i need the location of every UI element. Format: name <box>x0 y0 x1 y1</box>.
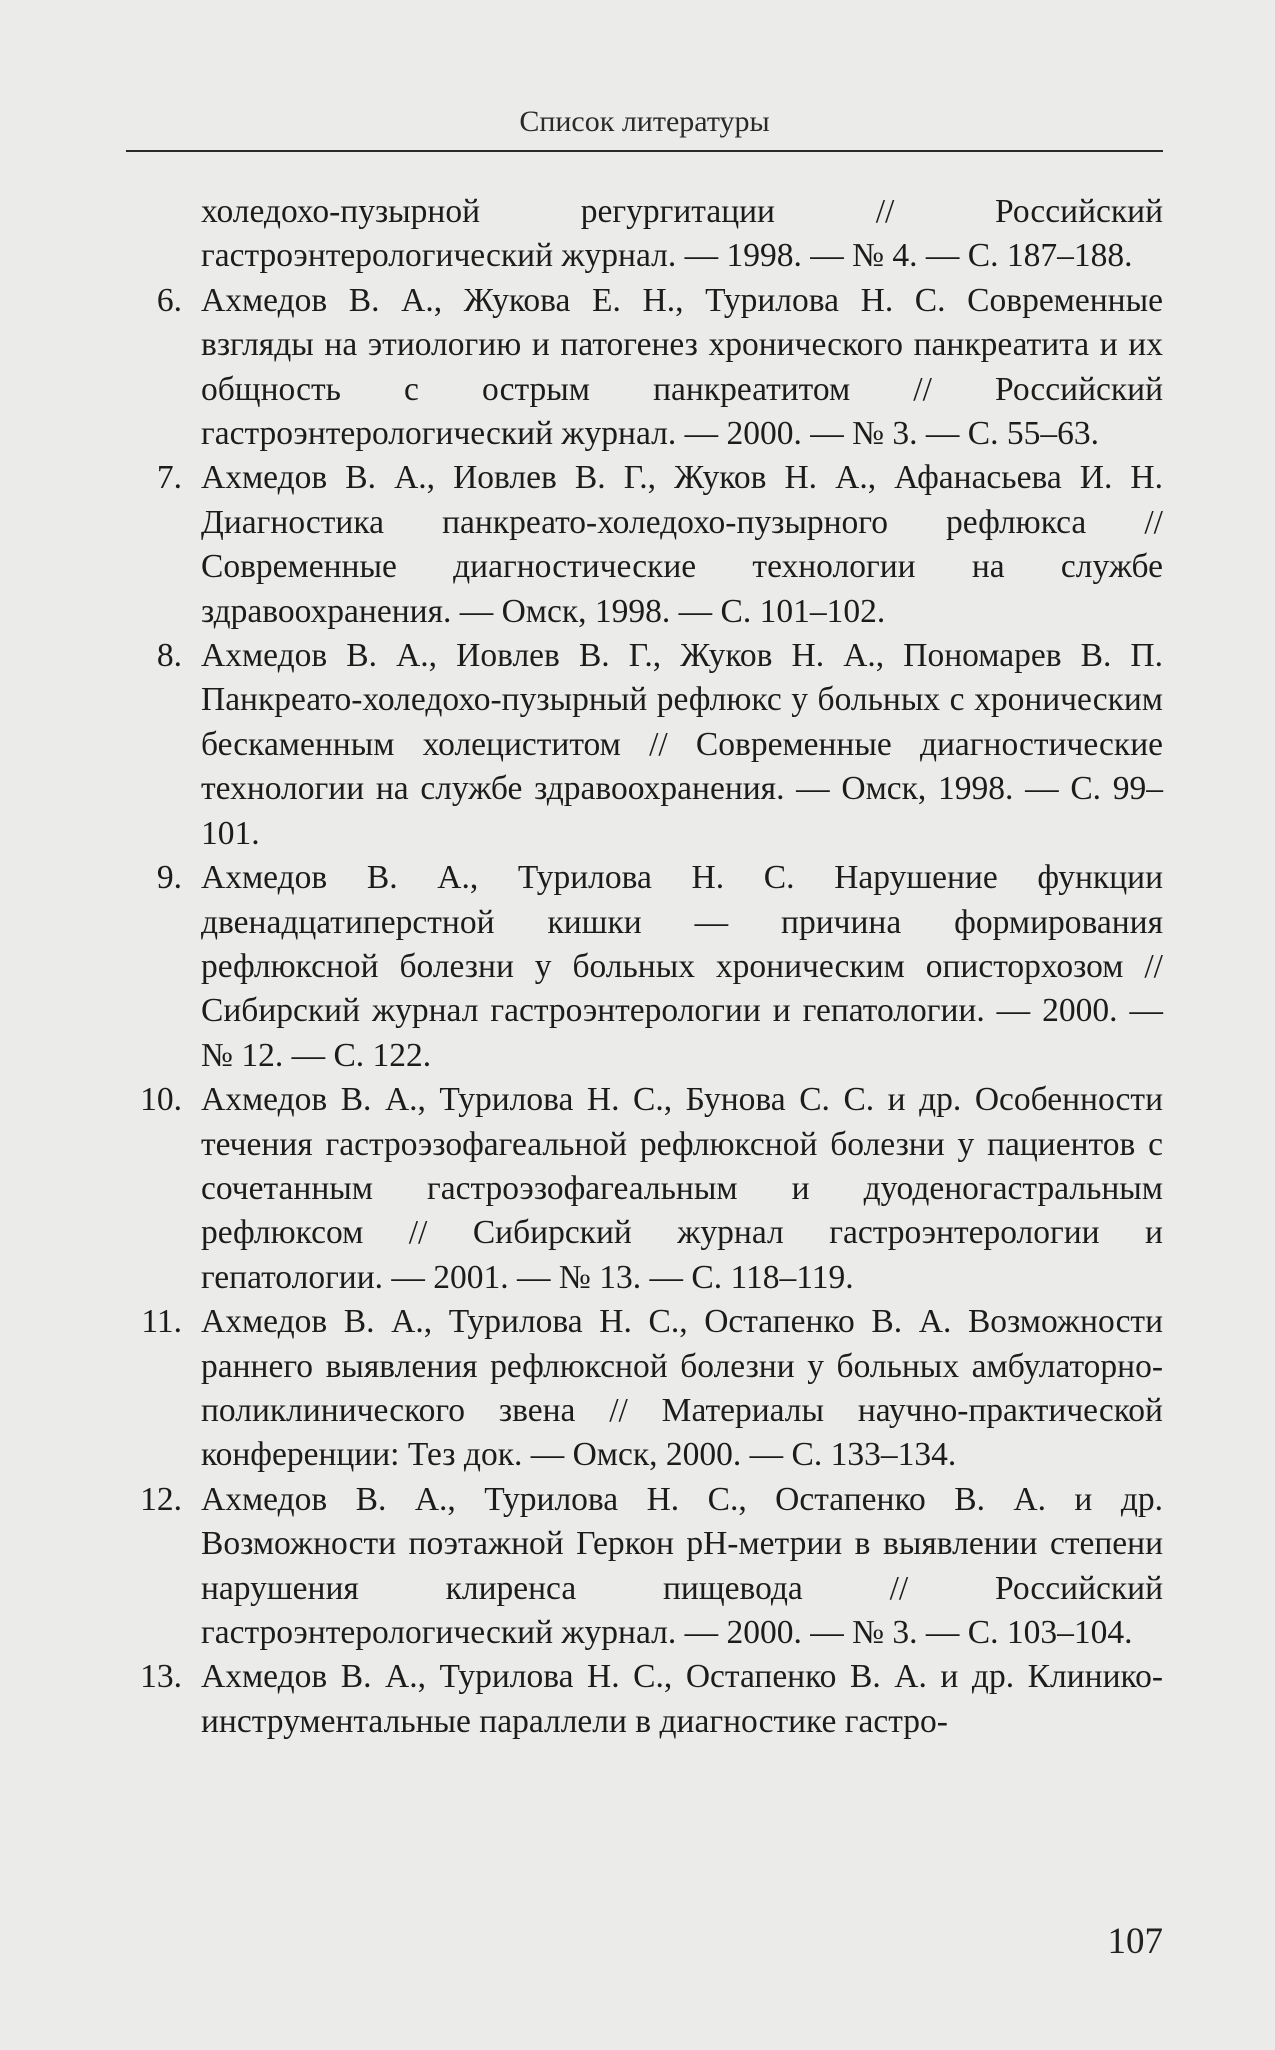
reference-item-11 <box>126 1300 1163 1478</box>
page-number: 107 <box>1107 1921 1163 1962</box>
reference-text: холедохо-пузырной регургитации // Российский гастроэнтерологический журнал. — 1998. — № 4. — С. 187–188. <box>201 193 1163 275</box>
reference-number: 11. <box>141 1303 182 1341</box>
reference-number: 12. <box>140 1480 182 1518</box>
reference-number: 10. <box>140 1081 182 1119</box>
reference-list <box>126 190 1163 1744</box>
reference-item-7 <box>126 456 1163 634</box>
running-title: Список литературы <box>519 105 770 138</box>
reference-text: Ахмедов В. А., Иовлев В. Г., Жуков Н. А., Пономарев В. П. Панкреато-холедохо-пузырный рефлюкс у больных с хроническим бескаменным холециститом // Современные диагностические технологии на службе здравоохранения. — Омск, 1998. — С. 99–101. <box>201 637 1163 852</box>
reference-item-6 <box>126 279 1163 457</box>
reference-item-10 <box>126 1078 1163 1300</box>
reference-item-8 <box>126 634 1163 856</box>
reference-text: Ахмедов В. А., Турилова Н. С., Остапенко В. А. и др. Возможности поэтажной Геркон pH-метрии в выявлении степени нарушения клиренса пищевода // Российский гастроэнтерологический журнал. — 2000. — № 3. — С. 103–104. <box>201 1480 1163 1651</box>
reference-item-9 <box>126 856 1163 1078</box>
reference-text: Ахмедов В. А., Жукова Е. Н., Турилова Н. С. Современные взгляды на этиологию и патогенез хронического панкреатита и их общность с острым панкреатитом // Российский гастроэнтерологический журнал. — 2000. — № 3. — С. 55–63. <box>201 281 1163 453</box>
reference-item-13 <box>126 1655 1163 1744</box>
reference-text: Ахмедов В. А., Турилова Н. С., Остапенко В. А. Возможности раннего выявления рефлюксной болезни у больных амбулаторно-поликлинического звена // Материалы научно-практической конференции: Тез док. — Омск, 2000. — С. 133–134. <box>201 1303 1163 1474</box>
reference-item-continued <box>126 190 1163 279</box>
reference-number: 13. <box>140 1658 182 1696</box>
reference-item-12 <box>126 1478 1163 1656</box>
reference-number: 9. <box>156 859 182 897</box>
reference-number: 6. <box>156 281 182 319</box>
reference-text: Ахмедов В. А., Иовлев В. Г., Жуков Н. А., Афанасьева И. Н. Диагностика панкреато-холедохо-пузырного рефлюкса // Современные диагностические технологии на службе здравоохранения. — Омск, 1998. — С. 101–102. <box>201 459 1163 630</box>
reference-text: Ахмедов В. А., Турилова Н. С., Остапенко В. А. и др. Клинико-инструментальные параллели в диагностике гастро- <box>201 1658 1163 1740</box>
reference-number: 7. <box>156 459 182 497</box>
reference-text: Ахмедов В. А., Турилова Н. С. Нарушение функции двенадцатиперстной кишки — причина формирования рефлюксной болезни у больных хроническим описторхозом // Сибирский журнал гастроэнтерологии и гепатологии. — 2000. — № 12. — С. 122. <box>201 859 1163 1074</box>
header-rule <box>126 150 1163 152</box>
reference-text: Ахмедов В. А., Турилова Н. С., Бунова С. С. и др. Особенности течения гастроэзофагеальной рефлюксной болезни у пациентов с сочетанным гастроэзофагеальным и дуоденогастральным рефлюксом // Сибирский журнал гастроэнтерологии и гепатологии. — 2001. — № 13. — С. 118–119. <box>201 1081 1163 1296</box>
reference-number: 8. <box>156 637 182 675</box>
